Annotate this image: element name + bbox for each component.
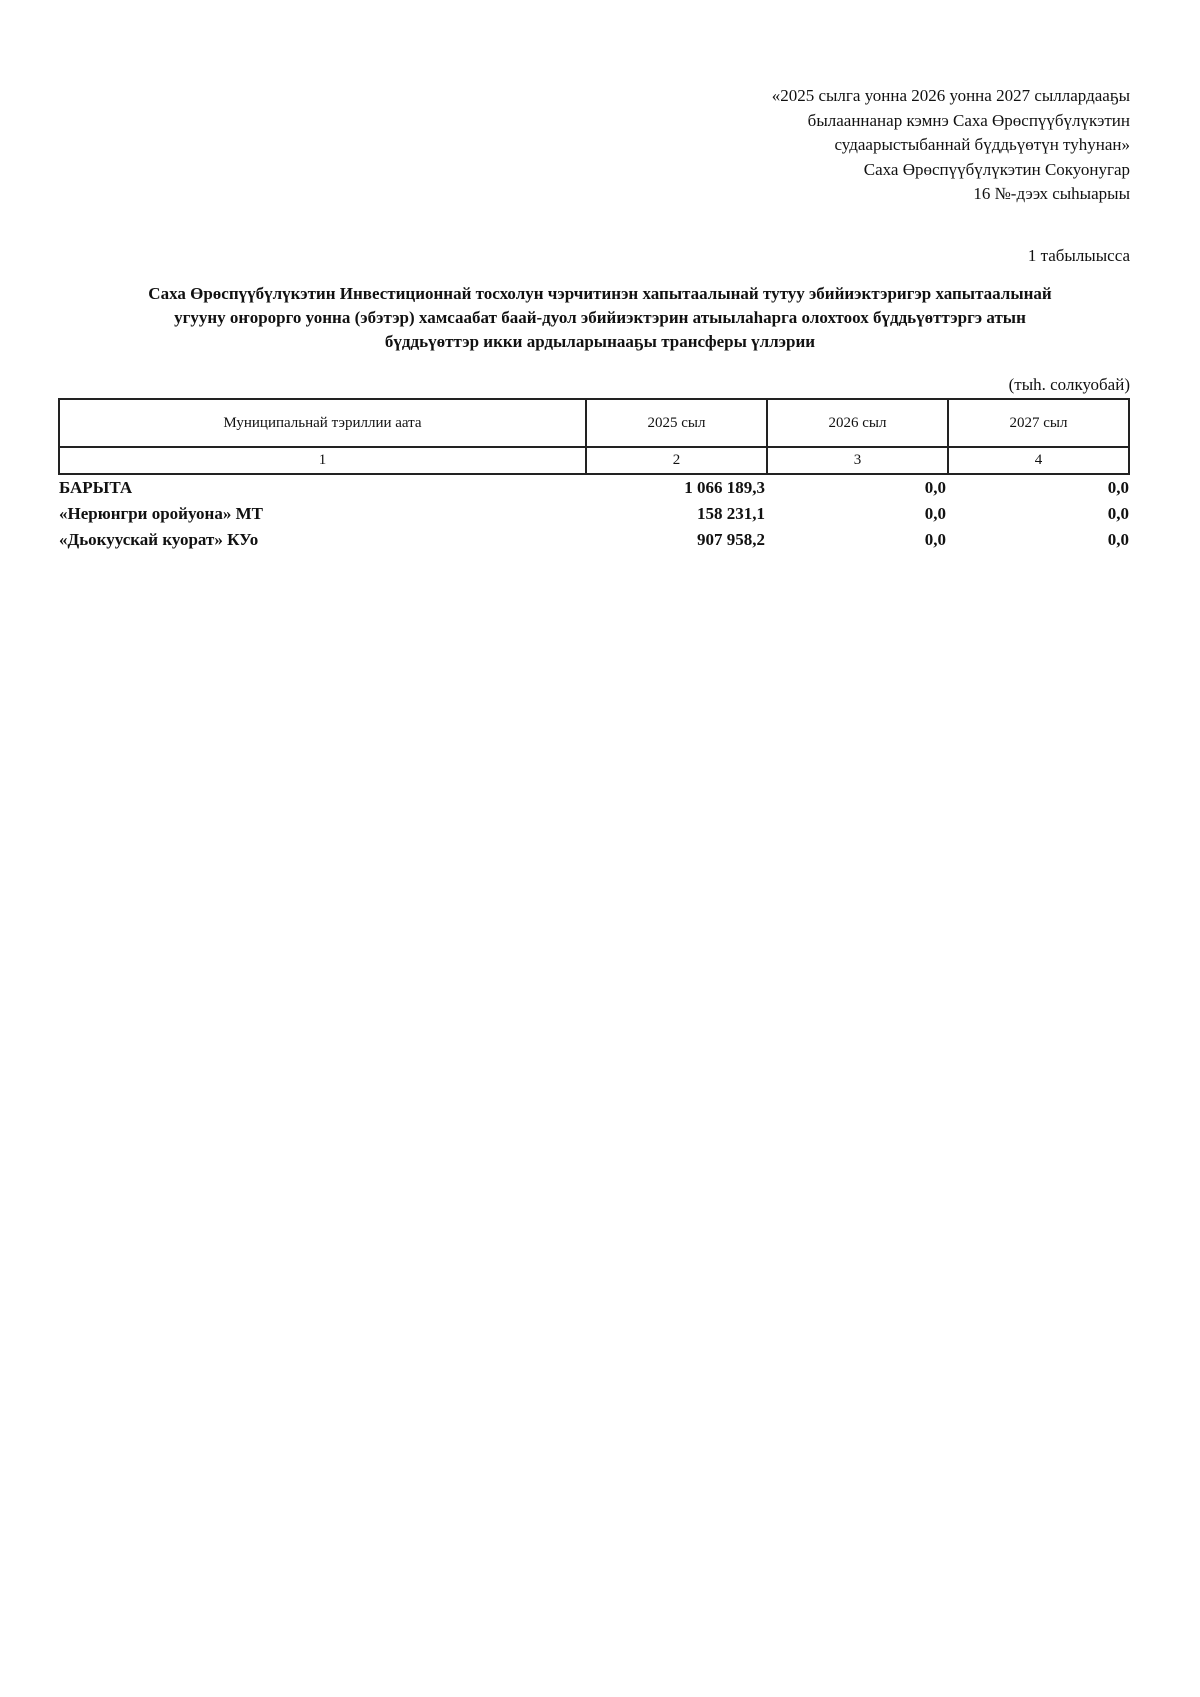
table-row bbox=[59, 501, 1129, 527]
document-title bbox=[60, 282, 1140, 354]
table-header-row bbox=[59, 399, 1129, 447]
value-2026: 0,0 bbox=[924, 530, 946, 549]
unit-label: (тыһ. солкуобай) bbox=[1008, 375, 1130, 394]
column-header-2027: 2027 сыл bbox=[948, 399, 1129, 447]
column-number: 3 bbox=[767, 447, 948, 474]
municipality-name: «Дьокуускай куорат» КУо bbox=[59, 530, 259, 549]
value-2025: 1 066 189,3 bbox=[684, 478, 765, 497]
header-line: 16 №-дээх сыһыарыы bbox=[973, 184, 1130, 203]
value-2027: 0,0 bbox=[1107, 504, 1129, 523]
column-number: 2 bbox=[586, 447, 767, 474]
header-line: Саха Өрөспүүбүлүкэтин Сокуонугар bbox=[863, 159, 1130, 179]
value-2027: 0,0 bbox=[1107, 530, 1129, 549]
municipality-name: БАРЫТА bbox=[59, 478, 133, 497]
column-number: 4 bbox=[948, 447, 1129, 474]
column-header-municipality: Муниципальнай тэриллии аата bbox=[59, 399, 586, 447]
value-2025: 158 231,1 bbox=[697, 504, 765, 523]
header-line: «2025 сылга уонна 2026 уонна 2027 сыллардааҕы bbox=[771, 86, 1130, 105]
table-row bbox=[59, 527, 1129, 553]
title-line: угууну оҥорорго уонна (эбэтэр) хамсаабат баай-дуол эбийиэктэрин атыылаһарга олохтоох бүддьүөттэргэ атын bbox=[174, 308, 1026, 327]
municipality-name: «Нерюнгри оройуона» МТ bbox=[59, 504, 263, 523]
law-reference-header bbox=[570, 84, 1130, 207]
table-row-total bbox=[59, 474, 1129, 501]
column-number: 1 bbox=[59, 447, 586, 474]
transfers-table bbox=[58, 398, 1130, 553]
value-2027: 0,0 bbox=[1107, 478, 1129, 497]
column-header-2026: 2026 сыл bbox=[767, 399, 948, 447]
header-line: судаарыстыбаннай бүддьүөтүн туһунан» bbox=[834, 135, 1130, 154]
header-line: былааннанар кэмнэ Саха Өрөспүүбүлүкэтин bbox=[807, 110, 1130, 130]
appendix-label: 1 табылыысса bbox=[1027, 246, 1130, 265]
value-2026: 0,0 bbox=[924, 478, 946, 497]
column-number-row bbox=[59, 447, 1129, 474]
value-2026: 0,0 bbox=[924, 504, 946, 523]
title-line: Саха Өрөспүүбүлүкэтин Инвестиционнай тосхолун чэрчитинэн хапытаалынай тутуу эбийиэктэригэр хапытаалынай bbox=[148, 284, 1052, 303]
column-header-2025: 2025 сыл bbox=[586, 399, 767, 447]
title-line: бүддьүөттэр икки ардыларынааҕы трансферы үллэрии bbox=[384, 332, 816, 351]
value-2025: 907 958,2 bbox=[697, 530, 765, 549]
